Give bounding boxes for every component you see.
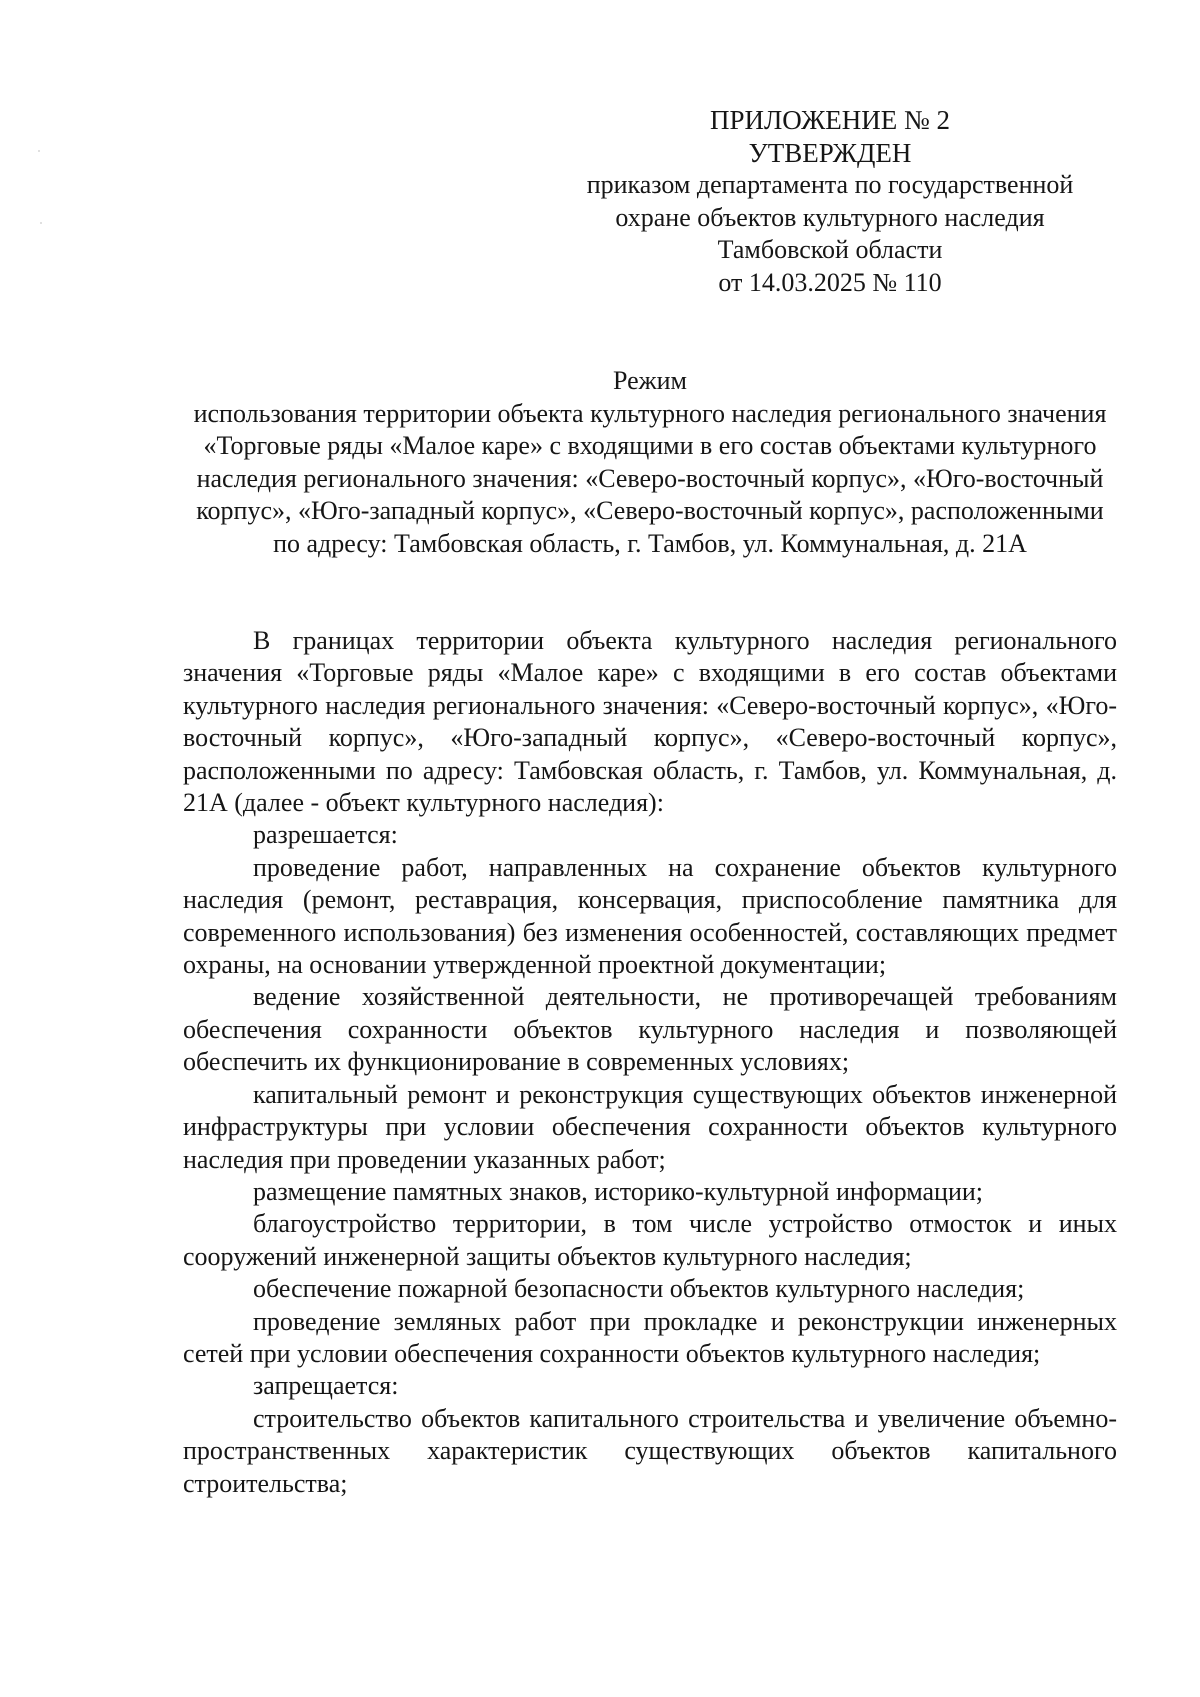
- permitted-heading: разрешается:: [253, 820, 398, 850]
- approval-line: охране объектов культурного наследия: [615, 202, 1045, 232]
- document-body: [183, 625, 1117, 1500]
- approval-date-number: от 14.03.2025 № 110: [718, 267, 942, 297]
- permitted-item: капитальный ремонт и реконструкция существующих объектов инженерной инфраструктуры при условии обеспечения сохранности объектов культурного наследия при проведении указанных работ;: [183, 1079, 1117, 1174]
- permitted-item: размещение памятных знаков, историко-культурной информации;: [253, 1176, 984, 1206]
- prohibited-heading: запрещается:: [253, 1371, 399, 1401]
- appendix-number: ПРИЛОЖЕНИЕ № 2: [709, 105, 951, 135]
- scan-speck: [38, 150, 40, 152]
- document-title-block: [190, 365, 1110, 560]
- prohibited-item: строительство объектов капитального строительства и увеличение объемно-пространственных характеристик существующих объектов капитального строительства;: [183, 1403, 1117, 1498]
- scan-speck: [40, 222, 42, 224]
- permitted-item: благоустройство территории, в том числе устройство отмосток и иных сооружений инженерной защиты объектов культурного наследия;: [183, 1209, 1117, 1271]
- intro-paragraph: В границах территории объекта культурного наследия регионального значения «Торговые ряды «Малое каре» с входящими в его состав объектами культурного наследия регионального значения: «Северо-восточный корпус», «Юго-восточный корпус», «Юго-западный корпус», «Северо-восточный корпус», расположенными по адресу: Тамбовская область, г. Тамбов, ул. Коммунальная, д. 21А (далее - объект культурного наследия):: [183, 626, 1117, 818]
- permitted-item: ведение хозяйственной деятельности, не противоречащей требованиям обеспечения сохранности объектов культурного наследия и позволяющей обеспечить их функционирование в современных условиях;: [183, 982, 1117, 1077]
- approval-line: приказом департамента по государственной: [586, 170, 1074, 199]
- permitted-item: проведение земляных работ при прокладке и реконструкции инженерных сетей при условии обеспечения сохранности объектов культурного наследия;: [183, 1306, 1117, 1368]
- permitted-item: обеспечение пожарной безопасности объектов культурного наследия;: [253, 1274, 1025, 1304]
- approval-block: [560, 104, 1100, 299]
- approved-label: УТВЕРЖДЕН: [748, 137, 912, 168]
- document-subtitle: использования территории объекта культурного наследия регионального значения «Торговые ряды «Малое каре» с входящими в его состав объектами культурного наследия регионального значения: «Северо-восточный корпус», «Юго-восточный корпус», «Юго-западный корпус», «Северо-восточный корпус», расположенными по адресу: Тамбовская область, г. Тамбов, ул. Коммунальная, д. 21А: [193, 398, 1107, 558]
- approval-line: Тамбовской области: [717, 235, 943, 264]
- permitted-item: проведение работ, направленных на сохранение объектов культурного наследия (ремонт, реставрация, консервация, приспособление памятника для современного использования) без изменения особенностей, составляющих предмет охраны, на основании утвержденной проектной документации;: [183, 852, 1117, 980]
- document-title: Режим: [613, 366, 687, 395]
